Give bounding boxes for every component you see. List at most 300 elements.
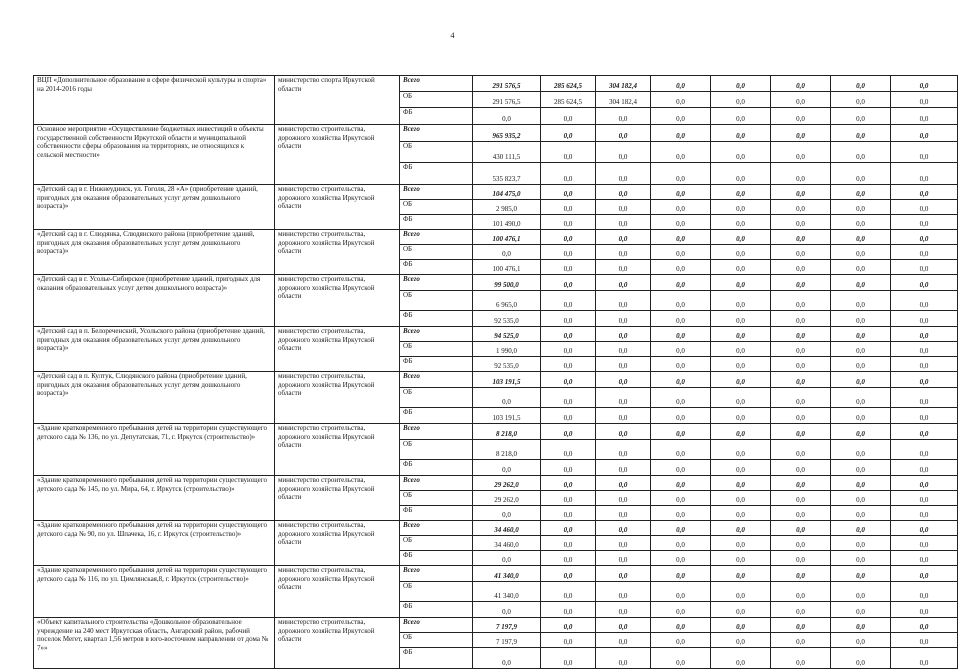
amount-cell: 0,0 xyxy=(541,388,596,408)
budget-table xyxy=(33,75,958,669)
amount-cell: 0,0 xyxy=(831,602,891,618)
amount-cell: 0,0 xyxy=(891,618,958,633)
amount-cell: 0,0 xyxy=(831,648,891,669)
amount-cell: 0,0 xyxy=(891,648,958,669)
funding-source-cell: ОБ xyxy=(400,388,473,408)
table-row xyxy=(34,372,958,388)
amount-cell: 0,0 xyxy=(711,275,771,291)
amount-cell: 0,0 xyxy=(771,424,831,440)
amount-cell: 0,0 xyxy=(596,460,651,476)
amount-cell: 0,0 xyxy=(596,357,651,372)
amount-cell: 0,0 xyxy=(831,215,891,230)
amount-cell: 0,0 xyxy=(596,108,651,125)
amount-cell: 0,0 xyxy=(596,491,651,506)
amount-cell: 0,0 xyxy=(596,311,651,327)
amount-cell: 0,0 xyxy=(891,388,958,408)
amount-cell: 0,0 xyxy=(891,357,958,372)
funding-source-cell: ФБ xyxy=(400,408,473,424)
amount-cell: 0,0 xyxy=(771,618,831,633)
amount-cell: 0,0 xyxy=(651,521,711,536)
amount-cell: 0,0 xyxy=(711,388,771,408)
amount-cell: 0,0 xyxy=(831,200,891,215)
amount-cell: 7 197,9 xyxy=(473,618,541,633)
amount-cell: 0,0 xyxy=(711,551,771,566)
amount-cell: 0,0 xyxy=(891,185,958,200)
table-row xyxy=(34,476,958,491)
amount-cell: 0,0 xyxy=(473,506,541,521)
funding-source-cell: Всего xyxy=(400,566,473,582)
funding-source-cell: ОБ xyxy=(400,536,473,551)
amount-cell: 0,0 xyxy=(541,311,596,327)
amount-cell: 0,0 xyxy=(651,342,711,357)
amount-cell: 0,0 xyxy=(596,440,651,460)
amount-cell: 0,0 xyxy=(651,424,711,440)
amount-cell: 0,0 xyxy=(651,260,711,275)
amount-cell: 0,0 xyxy=(596,536,651,551)
amount-cell: 0,0 xyxy=(771,633,831,648)
amount-cell: 304 182,4 xyxy=(596,92,651,108)
program-name-cell: ВЦП «Дополнительное образование в сфере физической культуры и спорта» на 2014-2016 годы xyxy=(34,76,275,125)
amount-cell: 0,0 xyxy=(891,602,958,618)
amount-cell: 0,0 xyxy=(831,357,891,372)
amount-cell: 29 262,0 xyxy=(473,476,541,491)
program-name-cell: «Детский сад в г. Нижнеудинск, ул. Гоголя, 28 «А» (приобретение зданий, пригодных для оказания образовательных услуг детям дошкольного возраста)» xyxy=(34,185,275,230)
amount-cell: 0,0 xyxy=(771,566,831,582)
amount-cell: 0,0 xyxy=(651,142,711,163)
funding-source-cell: Всего xyxy=(400,424,473,440)
amount-cell: 0,0 xyxy=(831,372,891,388)
amount-cell: 0,0 xyxy=(711,582,771,602)
program-name-cell: «Объект капитального строительства «Дошкольное образовательное учреждение на 240 мест Иркутская область, Ангарский район, рабочий поселок Мегет, квартал 1,56 метров в юго-восточном направлении от дома № 7»» xyxy=(34,618,275,669)
amount-cell: 0,0 xyxy=(541,142,596,163)
amount-cell: 0,0 xyxy=(541,342,596,357)
amount-cell: 0,0 xyxy=(891,506,958,521)
amount-cell: 0,0 xyxy=(651,372,711,388)
funding-source-cell: ОБ xyxy=(400,92,473,108)
amount-cell: 0,0 xyxy=(651,200,711,215)
funding-source-cell: ОБ xyxy=(400,291,473,311)
amount-cell: 103 191,5 xyxy=(473,372,541,388)
amount-cell: 0,0 xyxy=(473,602,541,618)
amount-cell: 1 990,0 xyxy=(473,342,541,357)
amount-cell: 0,0 xyxy=(651,185,711,200)
amount-cell: 0,0 xyxy=(651,215,711,230)
amount-cell: 0,0 xyxy=(831,125,891,142)
amount-cell: 0,0 xyxy=(711,76,771,92)
amount-cell: 0,0 xyxy=(831,536,891,551)
amount-cell: 0,0 xyxy=(651,327,711,342)
amount-cell: 0,0 xyxy=(596,260,651,275)
funding-source-cell: ФБ xyxy=(400,648,473,669)
amount-cell: 0,0 xyxy=(711,566,771,582)
amount-cell: 0,0 xyxy=(831,163,891,185)
amount-cell: 0,0 xyxy=(891,76,958,92)
amount-cell: 0,0 xyxy=(771,460,831,476)
amount-cell: 103 191,5 xyxy=(473,408,541,424)
amount-cell: 0,0 xyxy=(831,76,891,92)
amount-cell: 0,0 xyxy=(651,311,711,327)
amount-cell: 0,0 xyxy=(711,491,771,506)
amount-cell: 0,0 xyxy=(541,108,596,125)
amount-cell: 0,0 xyxy=(771,491,831,506)
amount-cell: 0,0 xyxy=(596,245,651,260)
amount-cell: 0,0 xyxy=(651,108,711,125)
amount-cell: 0,0 xyxy=(651,633,711,648)
funding-source-cell: ОБ xyxy=(400,491,473,506)
amount-cell: 8 218,0 xyxy=(473,424,541,440)
table-row xyxy=(34,566,958,582)
amount-cell: 0,0 xyxy=(771,476,831,491)
responsible-executor-cell: министерство спорта Иркутской области xyxy=(275,76,400,125)
amount-cell: 0,0 xyxy=(711,142,771,163)
amount-cell: 0,0 xyxy=(831,108,891,125)
amount-cell: 535 823,7 xyxy=(473,163,541,185)
table-row xyxy=(34,230,958,245)
amount-cell: 0,0 xyxy=(651,536,711,551)
funding-source-cell: Всего xyxy=(400,275,473,291)
amount-cell: 0,0 xyxy=(711,92,771,108)
amount-cell: 0,0 xyxy=(651,506,711,521)
amount-cell: 0,0 xyxy=(891,200,958,215)
amount-cell: 0,0 xyxy=(651,163,711,185)
amount-cell: 0,0 xyxy=(596,582,651,602)
amount-cell: 0,0 xyxy=(891,108,958,125)
responsible-executor-cell: министерство строительства, дорожного хозяйства Иркутской области xyxy=(275,275,400,327)
amount-cell: 0,0 xyxy=(891,327,958,342)
amount-cell: 0,0 xyxy=(831,476,891,491)
amount-cell: 0,0 xyxy=(651,648,711,669)
funding-source-cell: ОБ xyxy=(400,245,473,260)
amount-cell: 0,0 xyxy=(473,551,541,566)
amount-cell: 0,0 xyxy=(711,648,771,669)
amount-cell: 0,0 xyxy=(541,551,596,566)
responsible-executor-cell: министерство строительства, дорожного хозяйства Иркутской области xyxy=(275,566,400,618)
amount-cell: 0,0 xyxy=(651,230,711,245)
amount-cell: 0,0 xyxy=(651,92,711,108)
amount-cell: 291 576,5 xyxy=(473,76,541,92)
funding-source-cell: ФБ xyxy=(400,311,473,327)
program-name-cell: «Детский сад в г. Усолье-Сибирское (приобретение зданий, пригодных для оказания образовательных услуг детям дошкольного возраста)» xyxy=(34,275,275,327)
amount-cell: 0,0 xyxy=(891,372,958,388)
amount-cell: 0,0 xyxy=(596,602,651,618)
amount-cell: 0,0 xyxy=(711,108,771,125)
amount-cell: 0,0 xyxy=(541,245,596,260)
amount-cell: 0,0 xyxy=(831,408,891,424)
amount-cell: 0,0 xyxy=(831,230,891,245)
amount-cell: 0,0 xyxy=(541,125,596,142)
amount-cell: 0,0 xyxy=(596,424,651,440)
amount-cell: 304 182,4 xyxy=(596,76,651,92)
amount-cell: 965 935,2 xyxy=(473,125,541,142)
amount-cell: 0,0 xyxy=(711,372,771,388)
budget-table-body xyxy=(34,76,958,669)
amount-cell: 0,0 xyxy=(711,440,771,460)
amount-cell: 0,0 xyxy=(831,521,891,536)
amount-cell: 0,0 xyxy=(771,506,831,521)
amount-cell: 0,0 xyxy=(711,245,771,260)
funding-source-cell: ФБ xyxy=(400,163,473,185)
amount-cell: 0,0 xyxy=(473,388,541,408)
amount-cell: 0,0 xyxy=(596,200,651,215)
funding-source-cell: ФБ xyxy=(400,551,473,566)
amount-cell: 0,0 xyxy=(651,582,711,602)
table-row xyxy=(34,125,958,142)
table-row xyxy=(34,327,958,342)
amount-cell: 0,0 xyxy=(596,291,651,311)
amount-cell: 0,0 xyxy=(473,648,541,669)
amount-cell: 0,0 xyxy=(891,440,958,460)
amount-cell: 0,0 xyxy=(651,275,711,291)
funding-source-cell: ФБ xyxy=(400,260,473,275)
amount-cell: 0,0 xyxy=(596,648,651,669)
amount-cell: 0,0 xyxy=(651,440,711,460)
amount-cell: 0,0 xyxy=(891,215,958,230)
amount-cell: 0,0 xyxy=(711,260,771,275)
responsible-executor-cell: министерство строительства, дорожного хозяйства Иркутской области xyxy=(275,476,400,521)
table-row xyxy=(34,275,958,291)
amount-cell: 0,0 xyxy=(831,506,891,521)
amount-cell: 0,0 xyxy=(651,566,711,582)
responsible-executor-cell: министерство строительства, дорожного хозяйства Иркутской области xyxy=(275,230,400,275)
table-row xyxy=(34,618,958,633)
program-name-cell: Основное мероприятие «Осуществление бюджетных инвестиций в объекты государственной собственности Иркутской области и муниципальной собственности сферы образования на территориях, не относящихся к сельской местности» xyxy=(34,125,275,185)
amount-cell: 0,0 xyxy=(541,260,596,275)
amount-cell: 0,0 xyxy=(541,327,596,342)
amount-cell: 0,0 xyxy=(711,230,771,245)
funding-source-cell: Всего xyxy=(400,476,473,491)
amount-cell: 0,0 xyxy=(771,142,831,163)
amount-cell: 0,0 xyxy=(831,582,891,602)
amount-cell: 0,0 xyxy=(711,618,771,633)
funding-source-cell: ОБ xyxy=(400,633,473,648)
amount-cell: 0,0 xyxy=(541,372,596,388)
amount-cell: 0,0 xyxy=(711,602,771,618)
funding-source-cell: ФБ xyxy=(400,357,473,372)
amount-cell: 0,0 xyxy=(771,408,831,424)
amount-cell: 0,0 xyxy=(891,551,958,566)
amount-cell: 0,0 xyxy=(891,460,958,476)
amount-cell: 0,0 xyxy=(596,342,651,357)
amount-cell: 0,0 xyxy=(596,506,651,521)
amount-cell: 0,0 xyxy=(771,521,831,536)
amount-cell: 0,0 xyxy=(891,311,958,327)
amount-cell: 0,0 xyxy=(541,200,596,215)
amount-cell: 0,0 xyxy=(711,357,771,372)
funding-source-cell: ОБ xyxy=(400,582,473,602)
responsible-executor-cell: министерство строительства, дорожного хозяйства Иркутской области xyxy=(275,327,400,372)
amount-cell: 0,0 xyxy=(596,388,651,408)
amount-cell: 0,0 xyxy=(541,215,596,230)
amount-cell: 99 500,0 xyxy=(473,275,541,291)
amount-cell: 101 490,0 xyxy=(473,215,541,230)
amount-cell: 0,0 xyxy=(596,215,651,230)
amount-cell: 0,0 xyxy=(541,536,596,551)
amount-cell: 0,0 xyxy=(831,92,891,108)
amount-cell: 0,0 xyxy=(831,491,891,506)
amount-cell: 0,0 xyxy=(771,372,831,388)
amount-cell: 0,0 xyxy=(596,633,651,648)
funding-source-cell: ОБ xyxy=(400,142,473,163)
amount-cell: 0,0 xyxy=(771,215,831,230)
amount-cell: 0,0 xyxy=(711,521,771,536)
amount-cell: 34 460,0 xyxy=(473,521,541,536)
amount-cell: 0,0 xyxy=(596,408,651,424)
amount-cell: 0,0 xyxy=(596,551,651,566)
amount-cell: 0,0 xyxy=(473,108,541,125)
amount-cell: 0,0 xyxy=(891,291,958,311)
amount-cell: 0,0 xyxy=(771,342,831,357)
amount-cell: 8 218,0 xyxy=(473,440,541,460)
amount-cell: 0,0 xyxy=(541,460,596,476)
amount-cell: 0,0 xyxy=(771,200,831,215)
amount-cell: 0,0 xyxy=(891,260,958,275)
amount-cell: 0,0 xyxy=(771,602,831,618)
amount-cell: 0,0 xyxy=(651,357,711,372)
amount-cell: 0,0 xyxy=(891,142,958,163)
amount-cell: 0,0 xyxy=(596,163,651,185)
amount-cell: 0,0 xyxy=(711,633,771,648)
amount-cell: 100 476,1 xyxy=(473,260,541,275)
amount-cell: 0,0 xyxy=(891,230,958,245)
amount-cell: 0,0 xyxy=(711,291,771,311)
amount-cell: 0,0 xyxy=(831,633,891,648)
amount-cell: 0,0 xyxy=(541,440,596,460)
amount-cell: 0,0 xyxy=(651,291,711,311)
amount-cell: 0,0 xyxy=(541,582,596,602)
amount-cell: 0,0 xyxy=(596,327,651,342)
amount-cell: 100 476,1 xyxy=(473,230,541,245)
amount-cell: 0,0 xyxy=(473,460,541,476)
amount-cell: 0,0 xyxy=(771,327,831,342)
amount-cell: 0,0 xyxy=(596,618,651,633)
funding-source-cell: ФБ xyxy=(400,108,473,125)
amount-cell: 0,0 xyxy=(541,357,596,372)
amount-cell: 0,0 xyxy=(711,125,771,142)
amount-cell: 0,0 xyxy=(651,602,711,618)
amount-cell: 0,0 xyxy=(711,408,771,424)
amount-cell: 6 965,0 xyxy=(473,291,541,311)
amount-cell: 0,0 xyxy=(771,388,831,408)
amount-cell: 0,0 xyxy=(596,125,651,142)
amount-cell: 0,0 xyxy=(891,245,958,260)
amount-cell: 0,0 xyxy=(831,342,891,357)
funding-source-cell: ФБ xyxy=(400,215,473,230)
amount-cell: 0,0 xyxy=(651,551,711,566)
amount-cell: 0,0 xyxy=(831,185,891,200)
amount-cell: 0,0 xyxy=(541,476,596,491)
amount-cell: 0,0 xyxy=(891,491,958,506)
amount-cell: 0,0 xyxy=(891,275,958,291)
program-name-cell: «Здание кратковременного пребывания детей на территории существующего детского сада № 90, по ул. Шпачека, 16, г. Иркутск (строительство)» xyxy=(34,521,275,566)
amount-cell: 0,0 xyxy=(831,275,891,291)
amount-cell: 285 624,5 xyxy=(541,92,596,108)
amount-cell: 0,0 xyxy=(541,648,596,669)
amount-cell: 41 340,0 xyxy=(473,566,541,582)
amount-cell: 0,0 xyxy=(891,536,958,551)
amount-cell: 92 535,0 xyxy=(473,311,541,327)
amount-cell: 0,0 xyxy=(831,260,891,275)
amount-cell: 0,0 xyxy=(771,108,831,125)
amount-cell: 0,0 xyxy=(541,408,596,424)
funding-source-cell: ОБ xyxy=(400,200,473,215)
amount-cell: 0,0 xyxy=(891,92,958,108)
amount-cell: 0,0 xyxy=(541,618,596,633)
amount-cell: 0,0 xyxy=(651,76,711,92)
page-number: 4 xyxy=(450,31,455,40)
amount-cell: 0,0 xyxy=(831,618,891,633)
amount-cell: 0,0 xyxy=(771,357,831,372)
funding-source-cell: ОБ xyxy=(400,342,473,357)
amount-cell: 0,0 xyxy=(651,388,711,408)
funding-source-cell: ОБ xyxy=(400,440,473,460)
amount-cell: 0,0 xyxy=(771,311,831,327)
amount-cell: 0,0 xyxy=(651,245,711,260)
funding-source-cell: ФБ xyxy=(400,506,473,521)
amount-cell: 0,0 xyxy=(541,185,596,200)
amount-cell: 0,0 xyxy=(831,291,891,311)
amount-cell: 430 111,5 xyxy=(473,142,541,163)
table-row xyxy=(34,424,958,440)
amount-cell: 0,0 xyxy=(711,185,771,200)
responsible-executor-cell: министерство строительства, дорожного хозяйства Иркутской области xyxy=(275,618,400,669)
table-row xyxy=(34,185,958,200)
amount-cell: 0,0 xyxy=(831,566,891,582)
amount-cell: 0,0 xyxy=(771,648,831,669)
program-name-cell: «Здание кратковременного пребывания детей на территории существующего детского сада № 145, по ул. Мира, 64, г. Иркутск (строительство)» xyxy=(34,476,275,521)
amount-cell: 0,0 xyxy=(651,491,711,506)
amount-cell: 0,0 xyxy=(711,424,771,440)
amount-cell: 2 985,0 xyxy=(473,200,541,215)
amount-cell: 0,0 xyxy=(596,372,651,388)
amount-cell: 0,0 xyxy=(651,618,711,633)
amount-cell: 0,0 xyxy=(831,460,891,476)
amount-cell: 0,0 xyxy=(541,275,596,291)
amount-cell: 7 197,9 xyxy=(473,633,541,648)
amount-cell: 0,0 xyxy=(541,602,596,618)
amount-cell: 0,0 xyxy=(596,566,651,582)
amount-cell: 34 460,0 xyxy=(473,536,541,551)
amount-cell: 0,0 xyxy=(651,460,711,476)
amount-cell: 0,0 xyxy=(891,424,958,440)
funding-source-cell: Всего xyxy=(400,372,473,388)
amount-cell: 0,0 xyxy=(711,327,771,342)
amount-cell: 0,0 xyxy=(596,185,651,200)
amount-cell: 0,0 xyxy=(711,215,771,230)
responsible-executor-cell: министерство строительства, дорожного хозяйства Иркутской области xyxy=(275,372,400,424)
amount-cell: 0,0 xyxy=(771,440,831,460)
program-name-cell: «Детский сад в п. Култук, Слюдянского района (приобретение зданий, пригодных для оказания образовательных услуг детям дошкольного возраста)» xyxy=(34,372,275,424)
funding-source-cell: Всего xyxy=(400,327,473,342)
amount-cell: 0,0 xyxy=(831,327,891,342)
program-name-cell: «Детский сад в г. Слюдянка, Слюдянского района (приобретение зданий, пригодных для оказания образовательных услуг детям дошкольного возраста)» xyxy=(34,230,275,275)
amount-cell: 0,0 xyxy=(596,521,651,536)
amount-cell: 0,0 xyxy=(891,582,958,602)
amount-cell: 0,0 xyxy=(891,163,958,185)
funding-source-cell: Всего xyxy=(400,185,473,200)
amount-cell: 0,0 xyxy=(891,633,958,648)
amount-cell: 104 475,0 xyxy=(473,185,541,200)
amount-cell: 0,0 xyxy=(711,342,771,357)
amount-cell: 0,0 xyxy=(711,200,771,215)
program-name-cell: «Здание кратковременного пребывания детей на территории существующего детского сада № 116, по ул. Цимлянская,8, г. Иркутск (строительство)» xyxy=(34,566,275,618)
amount-cell: 0,0 xyxy=(831,311,891,327)
amount-cell: 0,0 xyxy=(541,291,596,311)
responsible-executor-cell: министерство строительства, дорожного хозяйства Иркутской области xyxy=(275,424,400,476)
funding-source-cell: Всего xyxy=(400,618,473,633)
amount-cell: 0,0 xyxy=(771,245,831,260)
table-row xyxy=(34,76,958,92)
amount-cell: 0,0 xyxy=(541,633,596,648)
